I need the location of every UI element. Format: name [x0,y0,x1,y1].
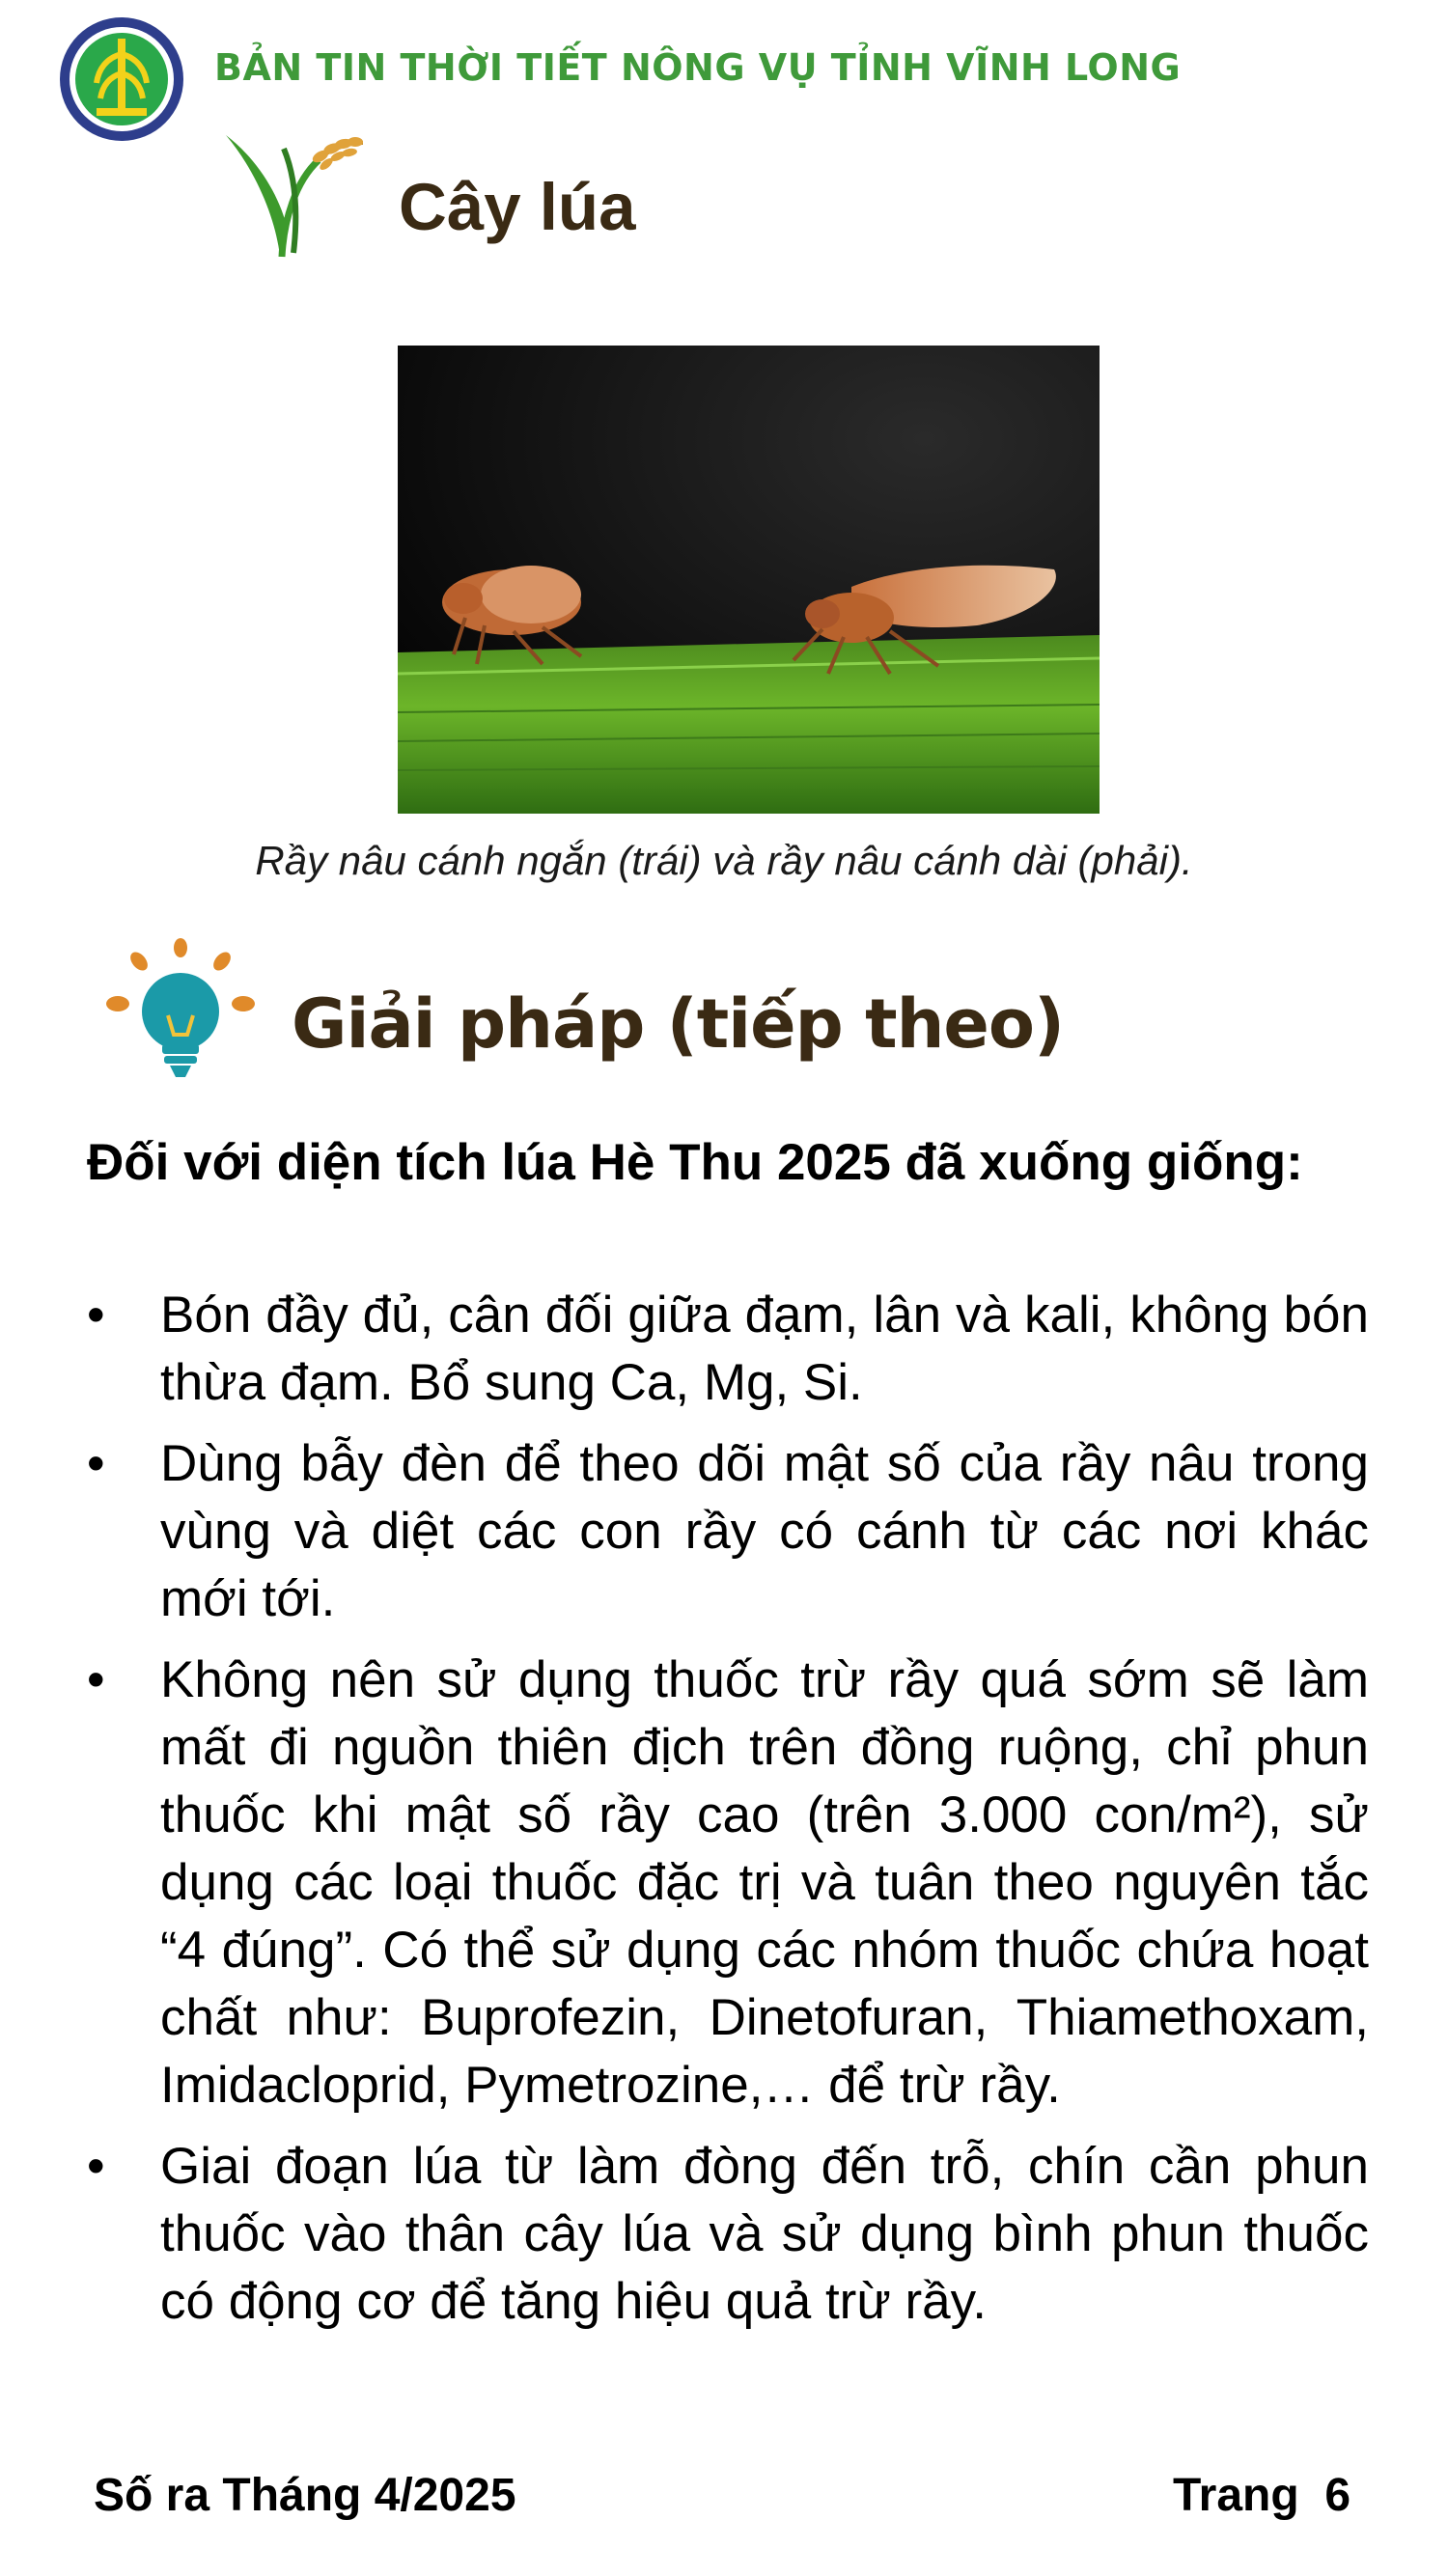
bullet-marker: • [87,1651,105,1708]
subheading: Đối với diện tích lúa Hè Thu 2025 đã xuống giống: [87,1134,1303,1191]
section-title-solutions: Giải pháp (tiếp theo) [292,984,1064,1064]
solution-list [87,1282,1369,2349]
list-item-text: Bón đầy đủ, cân đối giữa đạm, lân và kali, không bón thừa đạm. Bổ sung Ca, Mg, Si. [160,1287,1369,1411]
list-item-text: Không nên sử dụng thuốc trừ rầy quá sớm sẽ làm mất đi nguồn thiên địch trên đồng ruộng, chỉ phun thuốc khi mật số rầy cao (trên 3.000 con/m²), sử dụng các loại thuốc đặc trị và tuân theo nguyên tắc “4 đúng”. Có thể sử dụng các nhóm thuốc chứa hoạt chất như: Buprofezin, Dinetofuran, Thiamethoxam, Imidacloprid, Pymetrozine,… để trừ rầy. [160,1651,1369,2114]
photo-caption: Rầy nâu cánh ngắn (trái) và rầy nâu cánh dài (phải). [255,838,1193,883]
planthopper-photo [398,346,1100,814]
bullet-marker: • [87,1435,105,1492]
list-item-text: Dùng bẫy đèn để theo dõi mật số của rầy nâu trong vùng và diệt các con rầy có cánh từ các nơi khác mới tới. [160,1435,1369,1627]
list-item-text: Giai đoạn lúa từ làm đòng đến trỗ, chín cần phun thuốc vào thân cây lúa và sử dụng bình phun thuốc có động cơ để tăng hiệu quả trừ rầy. [160,2138,1369,2330]
list-item [87,2133,1369,2336]
bullet-marker: • [87,1287,105,1343]
list-item [87,1647,1369,2119]
list-item [87,1430,1369,1633]
bullet-marker: • [87,2138,105,2195]
list-item [87,1282,1369,1417]
bulletin-title: BẢN TIN THỜI TIẾT NÔNG VỤ TỈNH VĨNH LONG [214,46,1182,89]
lightbulb-icon [104,938,257,1083]
section-title-rice: Cây lúa [399,170,636,244]
page-number: Trang 6 [1173,2470,1351,2521]
issue-label: Số ra Tháng 4/2025 [94,2470,516,2521]
rice-plant-icon [220,114,365,259]
agriculture-seal-logo [58,15,185,143]
